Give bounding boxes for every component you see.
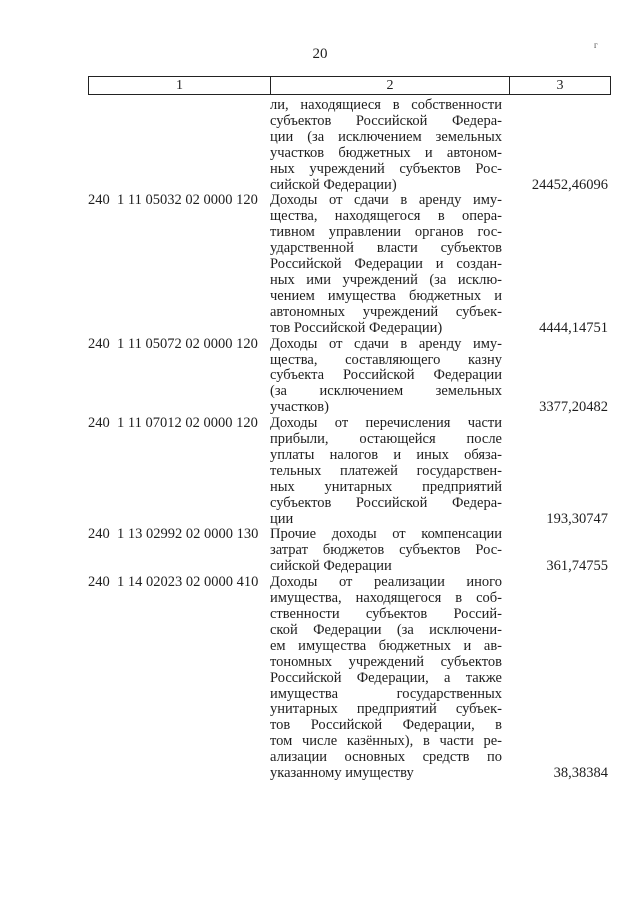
description-line: Российской Федерации и создан-	[270, 256, 502, 273]
budget-classification-code: 240 1 14 02023 02 0000 410	[88, 574, 259, 591]
description-line: Доходы от реализации иного	[270, 574, 502, 591]
revenue-description	[270, 527, 502, 575]
table-row	[88, 193, 608, 336]
amount-value: 24452,46096	[531, 176, 608, 193]
amount-value: 38,38384	[553, 765, 608, 782]
description-line: щества, составляющего казну	[270, 351, 502, 368]
description-line: тономных учреждений субъектов	[270, 653, 502, 670]
description-line: ем имущества бюджетных и ав-	[270, 637, 502, 654]
description-line: том числе казённых), в части ре-	[270, 733, 502, 750]
budget-classification-code: 240 1 11 05032 02 0000 120	[88, 192, 258, 209]
description-line: участков)	[270, 399, 329, 416]
description-line: субъектов Российской Федера-	[270, 112, 502, 129]
description-line: ственности субъектов Россий-	[270, 606, 502, 622]
description-line: Доходы от сдачи в аренду иму-	[270, 192, 502, 209]
table-row	[88, 527, 608, 575]
amount-value: 361,74755	[546, 558, 608, 575]
description-line: чением имущества бюджетных и	[270, 287, 502, 304]
description-line: имущества государственных	[270, 685, 502, 702]
description-line: ской Федерации (за исключени-	[270, 621, 502, 638]
description-line: автономных учреждений субъек-	[270, 303, 502, 320]
table-row	[88, 337, 608, 417]
description-line: щества, находящегося в опера-	[270, 208, 502, 225]
header-col-1: 1	[89, 77, 271, 94]
budget-classification-code	[88, 98, 270, 193]
description-line: сийской Федерации	[270, 558, 392, 575]
description-line: ции	[270, 510, 294, 527]
description-line: ударственной власти субъектов	[270, 240, 502, 257]
revenue-description	[270, 193, 502, 336]
table-row	[88, 416, 608, 527]
description-line: субъектов Российской Федера-	[270, 494, 502, 511]
description-line: тельных платежей государствен-	[270, 462, 502, 479]
amount-value: 4444,14751	[539, 319, 608, 336]
description-line: Прочие доходы от компенсации	[270, 526, 502, 543]
description-line: прибыли, остающейся после	[270, 431, 502, 448]
description-line: указанному имуществу	[270, 765, 414, 782]
description-line: тов Российской Федерации, в	[270, 717, 502, 734]
revenue-description	[270, 98, 502, 193]
description-line: ли, находящиеся в собственности	[270, 97, 502, 113]
budget-classification-code: 240 1 11 05072 02 0000 120	[88, 335, 258, 352]
description-line: унитарных предприятий субъек-	[270, 701, 502, 718]
description-line: участков бюджетных и автоном-	[270, 144, 502, 161]
description-line: Доходы от перечисления части	[270, 415, 502, 432]
description-line: имущества, находящегося в соб-	[270, 590, 502, 607]
revenue-description	[270, 575, 502, 782]
description-line: ализации основных средств по	[270, 749, 502, 766]
page-number: 20	[312, 46, 328, 62]
description-line: сийской Федерации)	[270, 176, 397, 193]
table-row	[88, 575, 608, 782]
scan-mark: г	[594, 40, 598, 50]
description-line: субъекта Российской Федерации	[270, 367, 502, 384]
revenue-description	[270, 337, 502, 417]
description-line: (за исключением земельных	[270, 383, 502, 400]
description-line: ции (за исключением земельных	[270, 128, 502, 145]
amount-value: 3377,20482	[539, 399, 608, 416]
budget-classification-code: 240 1 13 02992 02 0000 130	[88, 526, 259, 543]
description-line: ных учреждений субъектов Рос-	[270, 160, 502, 177]
description-line: ных ими учреждений (за исклю-	[270, 271, 502, 288]
amount-value: 193,30747	[546, 510, 608, 527]
table-row	[88, 98, 608, 193]
description-line: ных унитарных предприятий	[270, 478, 502, 495]
description-line: уплаты налогов и иных обяза-	[270, 446, 502, 463]
revenue-table	[88, 98, 608, 782]
description-line: тов Российской Федерации)	[270, 319, 443, 336]
revenue-description	[270, 416, 502, 527]
description-line: затрат бюджетов субъектов Рос-	[270, 542, 502, 559]
description-line: Российской Федерации, а также	[270, 669, 502, 686]
header-col-2: 2	[271, 77, 510, 94]
table-header	[88, 76, 611, 95]
description-line: Доходы от сдачи в аренду иму-	[270, 335, 502, 352]
budget-classification-code: 240 1 11 07012 02 0000 120	[88, 415, 258, 432]
description-line: тивном управлении органов гос-	[270, 224, 502, 241]
header-col-3: 3	[556, 78, 564, 93]
